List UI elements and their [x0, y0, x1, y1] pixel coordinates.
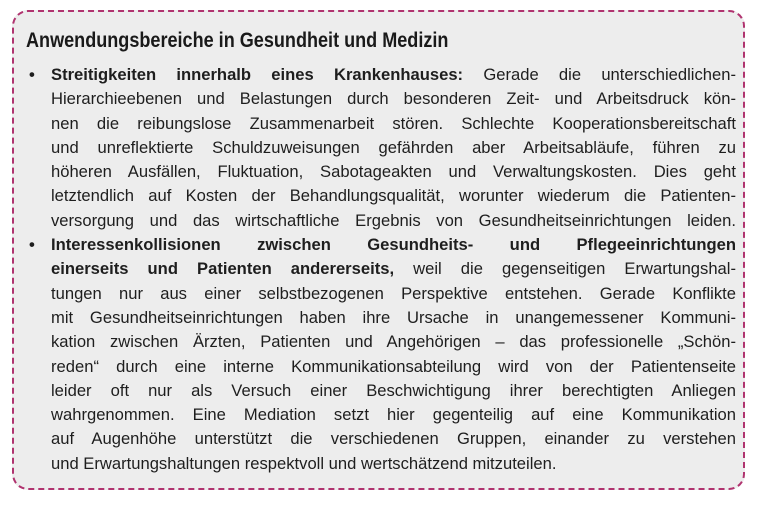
box-title: Anwendungsbereiche in Gesundheit und Medizin	[26, 29, 449, 52]
list-item	[24, 233, 736, 476]
text-line	[51, 257, 736, 281]
item-lead: einerseits und Patienten andererseits,	[51, 259, 395, 279]
text-line: letztendlich auf Kosten der Behandlungsqualität, worunter wiederum die Patienten-	[51, 186, 736, 206]
text-line: leider oft nur als Versuch einer Beschwichtigung ihrer berechtigten Anliegen	[51, 380, 736, 400]
text-line: Hierarchieebenen und Belastungen durch besonderen Zeit- und Arbeitsdruck kön-	[51, 89, 736, 109]
application-list	[24, 63, 736, 476]
item-text: weil die gegenseitigen Erwartungshal-	[394, 259, 736, 279]
text-line: und unreflektierte Schuldzuweisungen gefährden aber Arbeitsabläufe, führen zu	[51, 137, 736, 157]
list-item	[24, 63, 736, 233]
item-lead: Streitigkeiten innerhalb eines Krankenhauses:	[51, 65, 464, 84]
text-line: reden“ durch eine interne Kommunikationsabteilung wird von der Patientenseite	[51, 356, 736, 376]
text-line	[51, 63, 736, 87]
bullet-icon: •	[29, 65, 35, 84]
text-line: höheren Ausfällen, Fluktuation, Sabotageakten und Verwaltungskosten. Dies geht	[51, 162, 736, 182]
item-lead: Interessenkollisionen zwischen Gesundheits- und Pflegeeinrichtungen	[51, 235, 736, 255]
text-line: versorgung und das wirtschaftliche Ergebnis von Gesundheitseinrichtungen leiden.	[51, 210, 736, 230]
item-text: Gerade die unterschiedlichen-	[463, 65, 736, 84]
text-line: und Erwartungshaltungen respektvoll und wertschätzend mitzuteilen.	[51, 453, 557, 473]
text-line: nen die reibungslose Zusammenarbeit stören. Schlechte Kooperationsbereitschaft	[51, 113, 736, 133]
text-line: wahrgenommen. Eine Mediation setzt hier gegenteilig auf eine Kommunikation	[51, 405, 736, 425]
text-line: tungen nur aus einer selbstbezogenen Perspektive entstehen. Gerade Konflikte	[51, 283, 736, 303]
text-line: kation zwischen Ärzten, Patienten und Angehörigen – das professionelle „Schön-	[51, 332, 736, 352]
bullet-icon: •	[29, 235, 35, 255]
text-line: auf Augenhöhe unterstützt die verschiedenen Gruppen, einander zu verstehen	[51, 429, 736, 449]
text-line: mit Gesundheitseinrichtungen haben ihre Ursache in unangemessener Kommuni-	[51, 307, 736, 327]
